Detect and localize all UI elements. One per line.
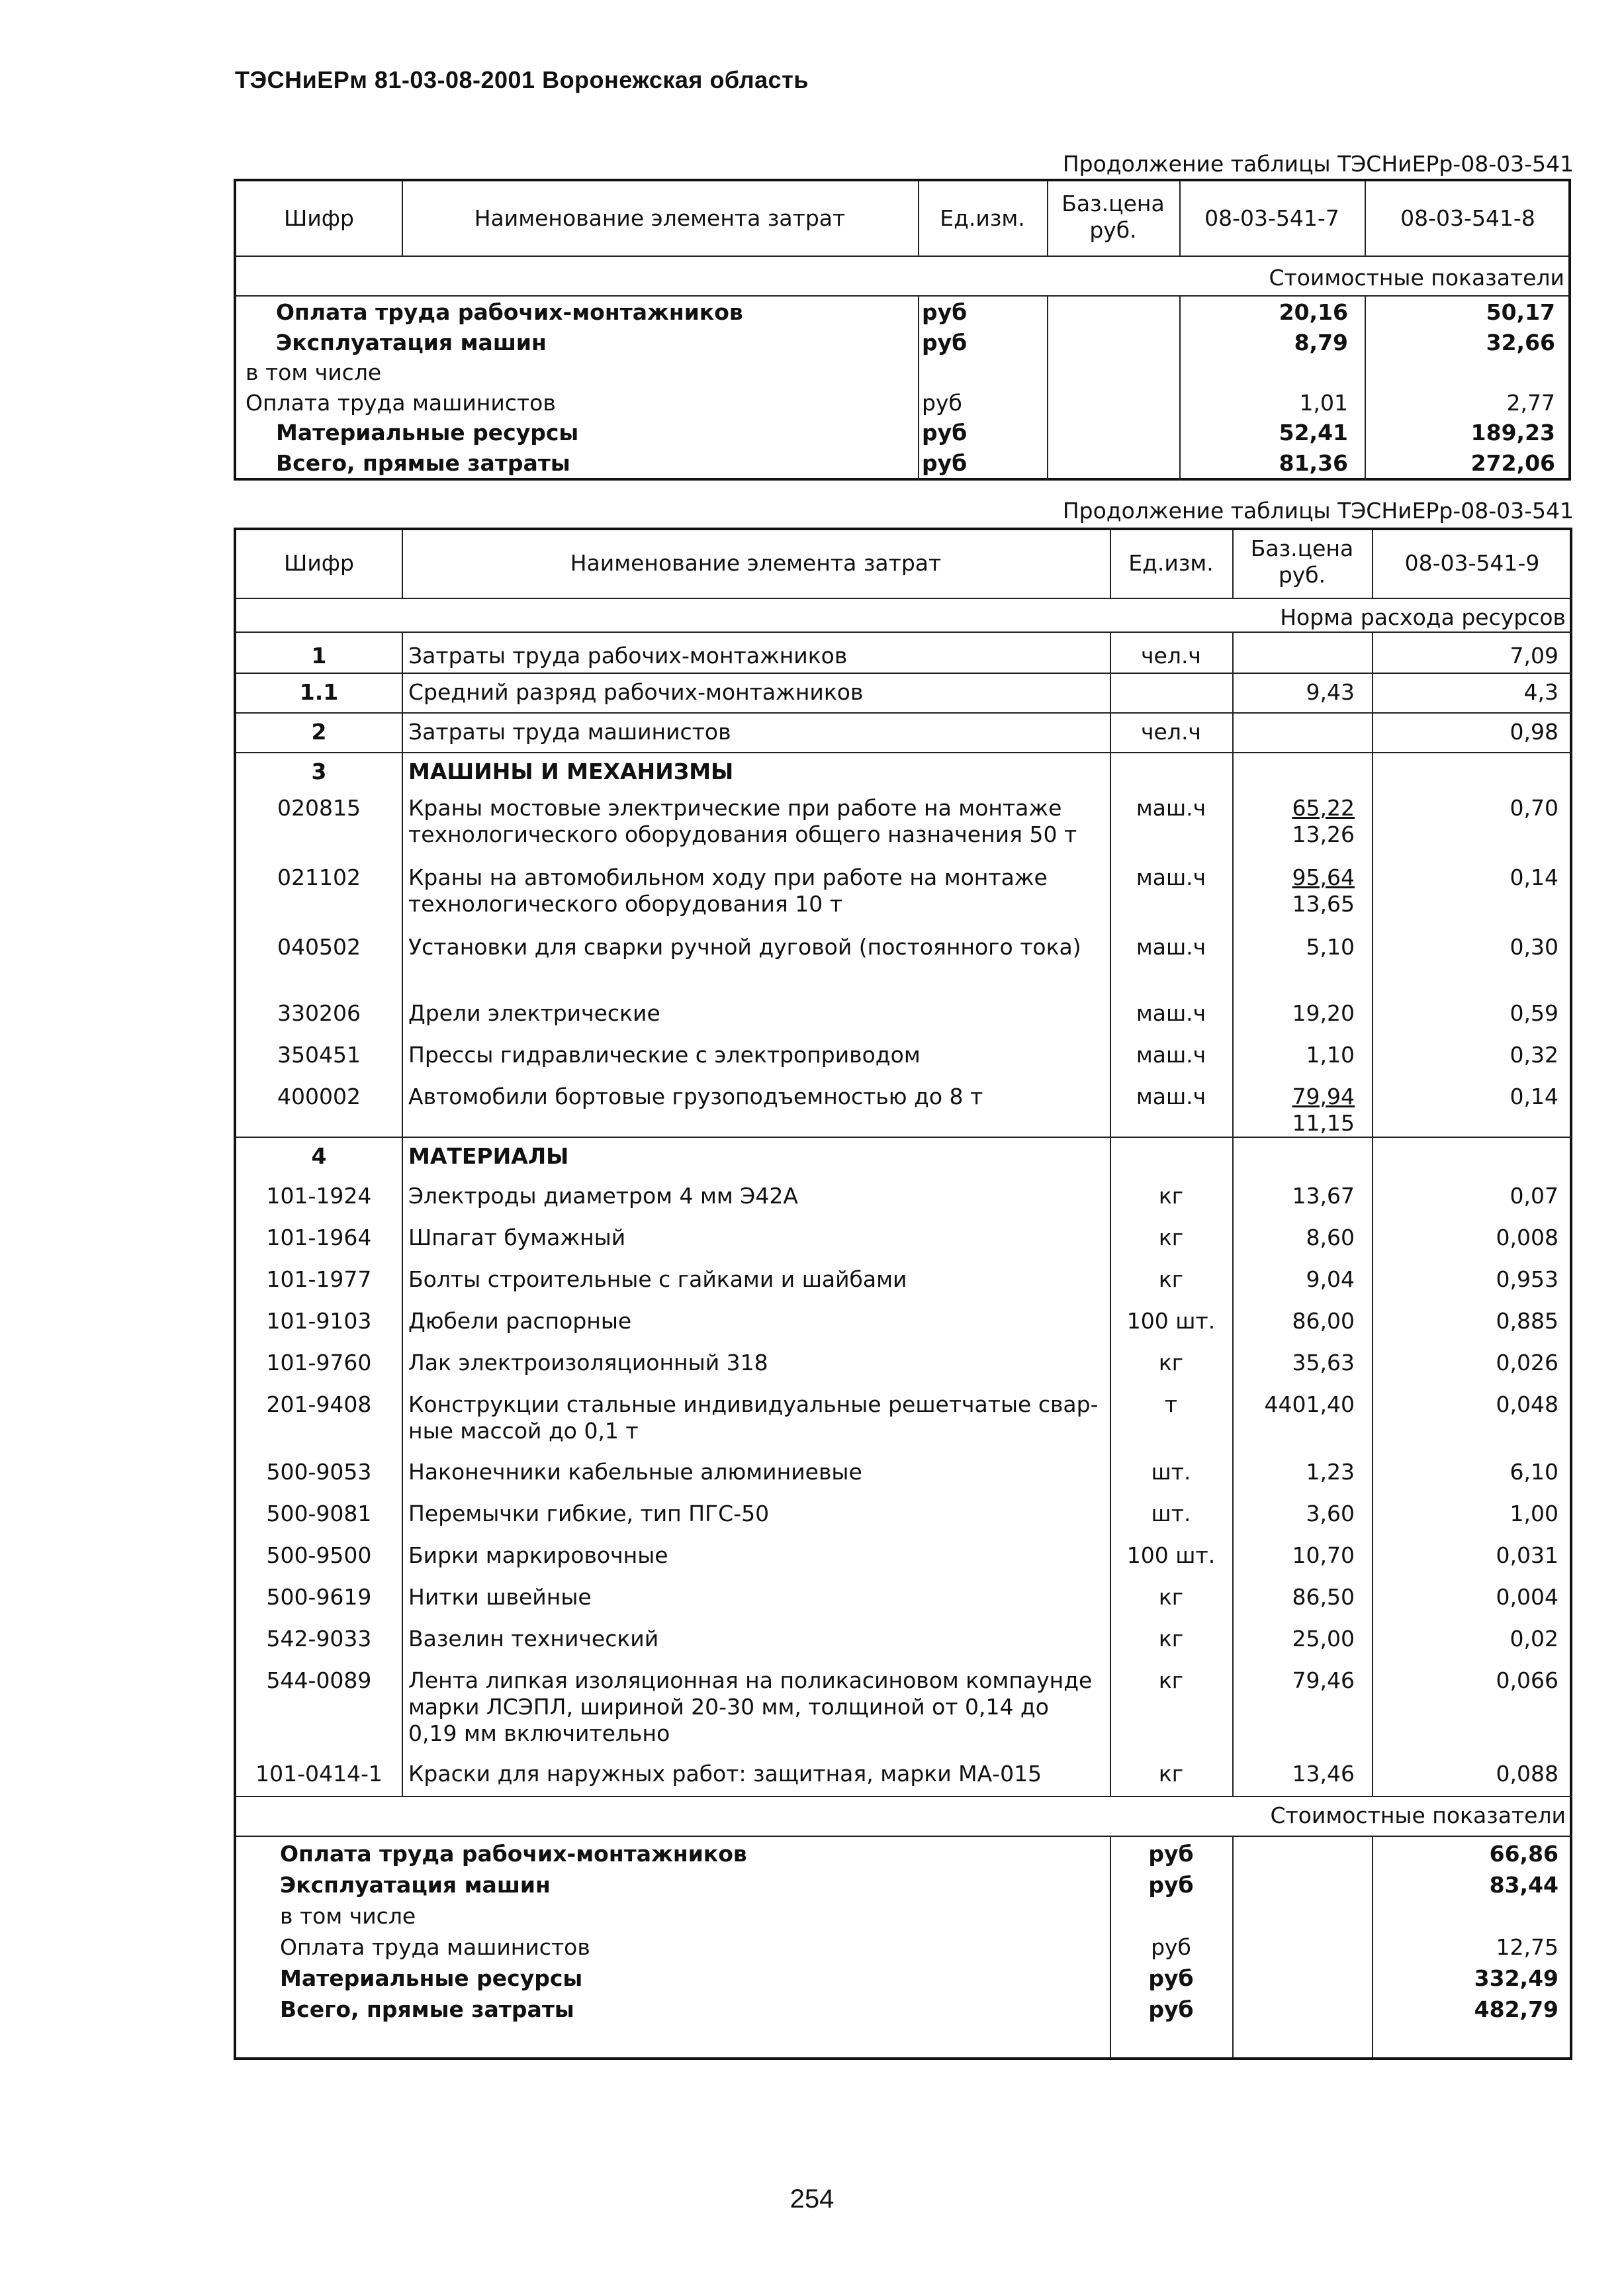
- resource-row-base-price: 1,10: [1306, 1042, 1355, 1068]
- resource-row-code: 1.1: [299, 679, 339, 705]
- resource-row-unit: маш.ч: [1136, 864, 1206, 890]
- resource-row-name: МАТЕРИАЛЫ: [408, 1143, 569, 1169]
- resource-row-norm: 0,02: [1510, 1626, 1558, 1652]
- total-row-name: Всего, прямые затраты: [280, 1996, 574, 2022]
- resource-row-base-price: 79,94: [1292, 1084, 1355, 1109]
- section-cost-label: Стоимостные показатели: [1269, 265, 1564, 291]
- resource-row-base-price: 19,20: [1292, 1000, 1355, 1026]
- resource-row-name: Лак электроизоляционный 318: [408, 1350, 768, 1376]
- cost-row-unit: руб: [922, 329, 968, 355]
- resource-row-norm: 0,14: [1510, 864, 1558, 890]
- resource-row-unit: маш.ч: [1136, 1000, 1206, 1026]
- resource-row-name: Болты строительные с гайками и шайбами: [408, 1266, 907, 1292]
- resource-row-norm: 0,30: [1510, 934, 1558, 960]
- resource-row-base-price: 3,60: [1306, 1501, 1355, 1526]
- resource-row-base-price: 65,22: [1292, 795, 1355, 821]
- total-row-value: 482,79: [1474, 1996, 1558, 2022]
- resource-row-unit: кг: [1158, 1350, 1184, 1376]
- resource-row-norm: 7,09: [1510, 643, 1558, 669]
- resource-row-name: Краны мостовые электрические при работе на монтаже технологического оборудования общего назначения 50 т: [408, 795, 1077, 847]
- cost-row-name: Оплата труда машинистов: [246, 389, 556, 416]
- resource-row-unit: чел.ч: [1141, 719, 1201, 745]
- resource-row-code: 542-9033: [266, 1626, 372, 1652]
- resource-row-base-price: 86,00: [1292, 1308, 1355, 1334]
- resource-row-code: 101-9760: [266, 1350, 372, 1376]
- total-row-name: в том числе: [280, 1903, 416, 1929]
- resource-row-base-price: 4401,40: [1264, 1391, 1355, 1417]
- cost-row-value-541-7: 81,36: [1279, 449, 1348, 476]
- total-row-unit: руб: [1151, 1934, 1191, 1960]
- resource-row-base-price: 95,64: [1292, 864, 1355, 890]
- cost-row-unit: руб: [922, 389, 962, 416]
- resource-row-name: Средний разряд рабочих-монтажников: [408, 679, 864, 705]
- resource-row-norm: 0,885: [1496, 1308, 1558, 1334]
- resource-row-code: 201-9408: [266, 1391, 372, 1417]
- resource-row-unit: кг: [1158, 1667, 1184, 1693]
- resource-row-unit: маш.ч: [1136, 1084, 1206, 1109]
- total-row-unit: руб: [1148, 1872, 1194, 1898]
- resource-row-name: Перемычки гибкие, тип ПГС-50: [408, 1501, 770, 1526]
- resource-row-base-price: 9,43: [1306, 679, 1355, 705]
- col-header-541-7: 08-03-541-7: [1204, 205, 1339, 231]
- resource-row-code: 330206: [277, 1000, 361, 1026]
- resource-row-base-price: 9,04: [1306, 1266, 1355, 1292]
- cost-row-value-541-7: 20,16: [1279, 299, 1348, 325]
- resource-row-norm: 4,3: [1523, 679, 1558, 705]
- total-row-unit: руб: [1148, 1841, 1194, 1867]
- cost-row-name: в том числе: [246, 359, 382, 385]
- resource-row-code: 400002: [277, 1084, 361, 1109]
- resource-row-norm: 0,70: [1510, 795, 1558, 821]
- resource-row-name: Электроды диаметром 4 мм Э42А: [408, 1183, 798, 1209]
- resource-row-name: Краны на автомобильном ходу при работе на монтаже технологического оборудования 10 т: [408, 864, 1048, 917]
- resource-row-norm: 0,98: [1510, 719, 1558, 745]
- resource-row-unit: маш.ч: [1136, 795, 1206, 821]
- resource-row-base-price-2: 13,65: [1292, 891, 1355, 917]
- resource-row-code: 3: [311, 759, 327, 784]
- resource-row-code: 101-1924: [266, 1183, 372, 1209]
- total-row-value: 83,44: [1489, 1872, 1558, 1898]
- total-row-unit: руб: [1148, 1965, 1194, 1991]
- resource-row-code: 101-1977: [266, 1266, 372, 1292]
- resource-row-code: 101-9103: [266, 1308, 372, 1334]
- resource-row-name: Прессы гидравлические с электроприводом: [408, 1042, 921, 1068]
- cost-row-unit: руб: [922, 299, 968, 325]
- resource-row-code: 500-9500: [266, 1542, 372, 1568]
- total-row-value: 66,86: [1489, 1841, 1558, 1867]
- total-row-name: Эксплуатация машин: [280, 1872, 551, 1898]
- resource-row-name: Дрели электрические: [408, 1000, 660, 1026]
- resource-row-base-price: 25,00: [1292, 1626, 1355, 1652]
- col-header-541-8: 08-03-541-8: [1400, 205, 1535, 231]
- t2-col-header-name: Наименование элемента затрат: [570, 550, 942, 576]
- resource-row-base-price: 79,46: [1292, 1667, 1355, 1693]
- resource-row-base-price-2: 13,26: [1292, 821, 1355, 847]
- resource-row-unit: маш.ч: [1136, 1042, 1206, 1068]
- total-row-value: 12,75: [1496, 1934, 1558, 1960]
- resource-row-name: Конструкции стальные индивидуальные решетчатые свар-ные массой до 0,1 т: [408, 1391, 1099, 1444]
- resource-row-norm: 0,14: [1510, 1084, 1558, 1109]
- cost-row-value-541-8: 2,77: [1506, 389, 1555, 416]
- table1-continuation: Продолжение таблицы ТЭСНиЕРр-08-03-541: [1062, 151, 1574, 177]
- t2-col-header-unit: Ед.изм.: [1128, 550, 1214, 576]
- resource-row-norm: 0,026: [1496, 1350, 1558, 1376]
- resource-row-base-price: 86,50: [1292, 1584, 1355, 1610]
- resource-row-name: Наконечники кабельные алюминиевые: [408, 1459, 862, 1485]
- resource-row-norm: 0,953: [1496, 1266, 1558, 1292]
- resource-row-norm: 0,031: [1496, 1542, 1558, 1568]
- resource-row-code: 350451: [277, 1042, 361, 1068]
- cost-row-name: Эксплуатация машин: [276, 329, 547, 355]
- resource-row-unit: 100 шт.: [1126, 1308, 1216, 1334]
- cost-row-name: Всего, прямые затраты: [276, 449, 570, 476]
- resource-row-unit: кг: [1158, 1584, 1184, 1610]
- resource-row-norm: 0,066: [1496, 1667, 1558, 1693]
- resource-row-norm: 0,004: [1496, 1584, 1558, 1610]
- total-row-name: Оплата труда рабочих-монтажников: [280, 1841, 747, 1867]
- col-header-name: Наименование элемента затрат: [474, 205, 846, 231]
- resource-row-base-price: 10,70: [1292, 1542, 1355, 1568]
- resource-row-base-price: 13,67: [1292, 1183, 1355, 1209]
- resource-row-code: 2: [311, 719, 327, 745]
- resource-row-name: Затраты труда машинистов: [408, 719, 731, 745]
- resource-row-name: Дюбели распорные: [408, 1308, 632, 1334]
- resource-row-base-price: 5,10: [1306, 934, 1355, 960]
- section-cost-label-2: Стоимостные показатели: [1270, 1802, 1566, 1828]
- resource-row-name: МАШИНЫ И МЕХАНИЗМЫ: [408, 759, 734, 784]
- cost-row-value-541-8: 189,23: [1470, 420, 1555, 445]
- resource-row-name: Установки для сварки ручной дуговой (постоянного тока): [408, 934, 1081, 960]
- total-row-value: 332,49: [1474, 1965, 1558, 1991]
- resource-row-code: 1: [311, 643, 327, 669]
- resource-row-unit: чел.ч: [1141, 643, 1201, 669]
- cost-row-value-541-7: 52,41: [1279, 420, 1348, 445]
- resource-row-code: 4: [311, 1143, 327, 1169]
- resource-row-code: 040502: [277, 934, 361, 960]
- col-header-code: Шифр: [284, 205, 354, 231]
- resource-row-base-price-2: 11,15: [1292, 1110, 1355, 1136]
- resource-row-unit: маш.ч: [1136, 934, 1206, 960]
- resource-row-norm: 0,59: [1510, 1000, 1558, 1026]
- total-row-unit: руб: [1148, 1996, 1194, 2022]
- resource-row-unit: кг: [1158, 1266, 1184, 1292]
- resource-row-base-price: 13,46: [1292, 1761, 1355, 1787]
- cost-row-value-541-8: 50,17: [1486, 299, 1555, 325]
- resource-row-unit: кг: [1158, 1761, 1184, 1787]
- resource-row-unit: кг: [1158, 1626, 1184, 1652]
- resource-row-unit: кг: [1158, 1183, 1184, 1209]
- resource-row-unit: т: [1164, 1391, 1178, 1417]
- resource-row-code: 500-9053: [266, 1459, 372, 1485]
- resource-row-norm: 0,048: [1496, 1391, 1558, 1417]
- resource-row-unit: шт.: [1151, 1501, 1191, 1526]
- resource-row-code: 101-0414-1: [255, 1761, 383, 1787]
- resource-row-name: Затраты труда рабочих-монтажников: [408, 643, 848, 669]
- cost-row-unit: руб: [922, 420, 968, 445]
- resource-row-code: 500-9081: [266, 1501, 372, 1526]
- resource-row-name: Лента липкая изоляционная на поликасиновом компаунде марки ЛСЭПЛ, шириной 20-30 мм, толщиной от 0,14 до 0,19 мм включительно: [408, 1667, 1093, 1746]
- cost-row-value-541-7: 8,79: [1294, 329, 1348, 355]
- resource-row-name: Бирки маркировочные: [408, 1542, 668, 1568]
- resource-row-name: Шпагат бумажный: [408, 1225, 626, 1250]
- col-header-unit: Ед.изм.: [940, 205, 1025, 231]
- resource-row-norm: 0,088: [1496, 1761, 1558, 1787]
- total-row-name: Материальные ресурсы: [280, 1965, 583, 1991]
- col-header-base-price: Баз.цена руб.: [1061, 191, 1165, 243]
- cost-row-value-541-7: 1,01: [1299, 389, 1348, 416]
- resource-row-code: 544-0089: [266, 1667, 372, 1693]
- resource-row-unit: шт.: [1151, 1459, 1191, 1485]
- resource-row-norm: 0,008: [1496, 1225, 1558, 1250]
- resource-row-code: 500-9619: [266, 1584, 372, 1610]
- t2-col-header-base-price: Баз.цена руб.: [1250, 536, 1354, 588]
- resource-row-base-price: 1,23: [1306, 1459, 1355, 1485]
- cost-row-unit: руб: [922, 449, 968, 476]
- resource-row-unit: 100 шт.: [1126, 1542, 1216, 1568]
- section-norm-label: Норма расхода ресурсов: [1280, 604, 1566, 630]
- t2-col-header-code: Шифр: [284, 550, 354, 576]
- total-row-name: Оплата труда машинистов: [280, 1934, 590, 1960]
- resource-row-name: Вазелин технический: [408, 1626, 659, 1652]
- cost-row-name: Материальные ресурсы: [276, 420, 579, 445]
- resource-row-code: 021102: [277, 864, 361, 890]
- document-header: ТЭСНиЕРм 81-03-08-2001 Воронежская область: [235, 66, 809, 93]
- resource-row-base-price: 35,63: [1292, 1350, 1355, 1376]
- cost-row-name: Оплата труда рабочих-монтажников: [276, 299, 743, 325]
- resource-row-name: Нитки швейные: [408, 1584, 592, 1610]
- resource-row-unit: кг: [1158, 1225, 1184, 1250]
- table2: [234, 528, 1572, 2060]
- page-number: 254: [789, 2184, 835, 2214]
- table1: [234, 179, 1571, 481]
- resource-row-name: Краски для наружных работ: защитная, марки МА-015: [408, 1761, 1042, 1787]
- resource-row-norm: 6,10: [1510, 1459, 1558, 1485]
- cost-row-value-541-8: 272,06: [1470, 449, 1555, 476]
- t2-col-header-541-9: 08-03-541-9: [1404, 550, 1540, 576]
- resource-row-code: 020815: [277, 795, 361, 821]
- resource-row-base-price: 8,60: [1306, 1225, 1355, 1250]
- resource-row-name: Автомобили бортовые грузоподъемностью до 8 т: [408, 1084, 983, 1109]
- resource-row-norm: 1,00: [1510, 1501, 1558, 1526]
- resource-row-norm: 0,32: [1510, 1042, 1558, 1068]
- table2-continuation: Продолжение таблицы ТЭСНиЕРр-08-03-541: [1062, 498, 1574, 524]
- resource-row-code: 101-1964: [266, 1225, 372, 1250]
- cost-row-value-541-8: 32,66: [1486, 329, 1555, 355]
- resource-row-norm: 0,07: [1510, 1183, 1558, 1209]
